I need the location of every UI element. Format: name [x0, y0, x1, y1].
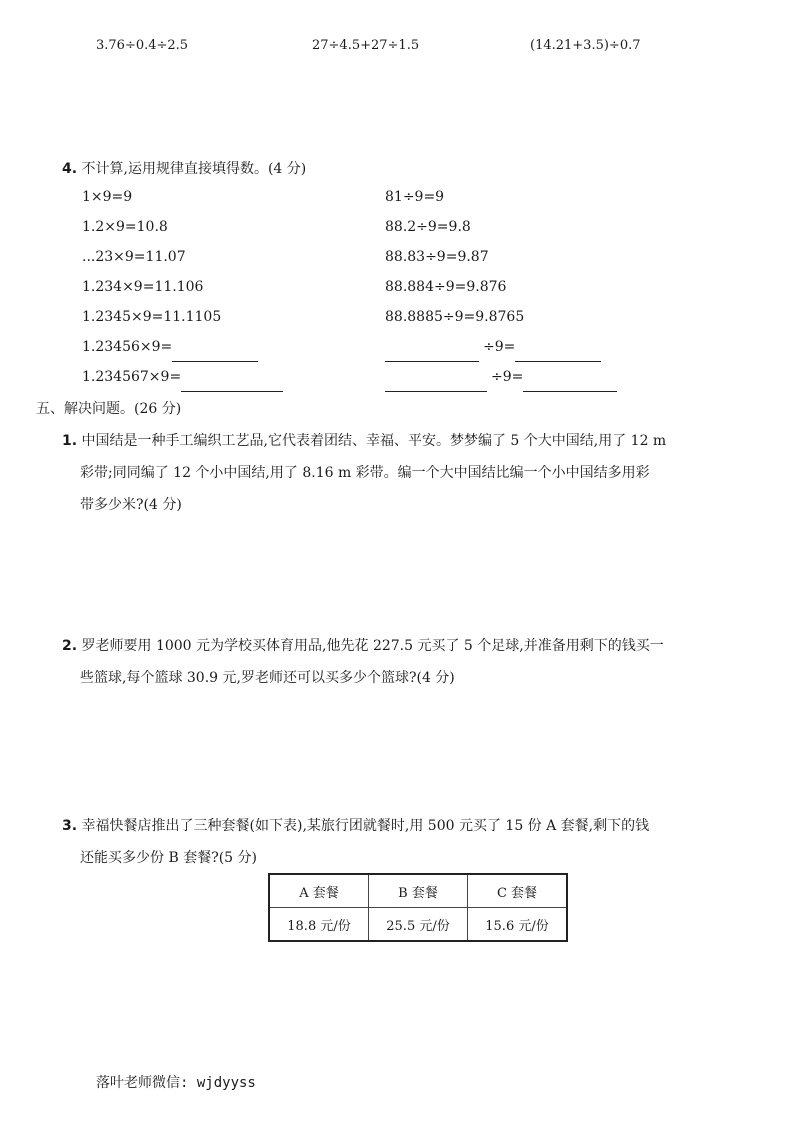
q2	[62, 630, 664, 694]
q2-line: 罗老师要用 1000 元为学校买体育用品,他先花 227.5 元买了 5 个足球,并准备用剩下的钱买一	[81, 638, 664, 654]
q4-left-row	[82, 332, 283, 362]
table-cell: 18.8 元/份	[269, 908, 369, 942]
q4-right-prompt: ÷9=	[491, 369, 524, 385]
q4-right-row: 88.2÷9=9.8	[385, 219, 471, 235]
answer-blank[interactable]	[523, 377, 617, 392]
table-cell: 25.5 元/份	[369, 908, 468, 942]
q4-left-row: 1.2×9=10.8	[82, 219, 168, 235]
q4-right-column	[385, 182, 617, 392]
table-header-row	[269, 874, 567, 908]
q4-left-prompt: 1.23456×9=	[82, 339, 173, 355]
table-cell: 15.6 元/份	[468, 908, 568, 942]
q4-number: 4.	[62, 161, 78, 177]
q4-header	[62, 158, 306, 178]
q1-number: 1.	[62, 433, 78, 449]
answer-blank[interactable]	[515, 347, 601, 362]
footer-watermark: 落叶老师微信: wjdyyss	[96, 1075, 256, 1091]
q3-number: 3.	[62, 818, 78, 834]
answer-blank[interactable]	[385, 377, 487, 392]
q3	[62, 810, 649, 874]
q4-right-row: 88.884÷9=9.876	[385, 279, 507, 295]
meal-price-table	[268, 873, 568, 942]
expression-2: 27÷4.5+27÷1.5	[312, 38, 420, 53]
q4-left-row	[82, 362, 283, 392]
q4-left-prompt: 1.234567×9=	[82, 369, 182, 385]
q1-line: 彩带;同同编了 12 个小中国结,用了 8.16 m 彩带。编一个大中国结比编一个小中国结多用彩	[80, 465, 650, 481]
q4-left-row: 1.234×9=11.106	[82, 279, 204, 295]
table-row	[269, 908, 567, 942]
table-header-cell: B 套餐	[369, 874, 468, 908]
q1	[62, 425, 666, 521]
expression-1: 3.76÷0.4÷2.5	[96, 38, 189, 53]
q4-left-column	[82, 182, 283, 392]
q4-right-row: 81÷9=9	[385, 189, 445, 205]
q4-left-row: 1×9=9	[82, 189, 133, 205]
answer-blank[interactable]	[172, 347, 258, 362]
q4-right-row	[385, 332, 617, 362]
q2-line: 些篮球,每个篮球 30.9 元,罗老师还可以买多少个篮球?(4 分)	[80, 670, 455, 686]
q4-right-row: 88.8885÷9=9.8765	[385, 309, 525, 325]
q1-line: 带多少米?(4 分)	[80, 497, 182, 513]
table-header-cell: C 套餐	[468, 874, 568, 908]
answer-blank[interactable]	[385, 347, 479, 362]
q4-left-row: ...23×9=11.07	[82, 249, 186, 265]
q4-prompt: 不计算,运用规律直接填得数。(4 分)	[81, 161, 307, 177]
answer-blank[interactable]	[181, 377, 283, 392]
q4-right-prompt: ÷9=	[483, 339, 516, 355]
q3-line: 还能买多少份 B 套餐?(5 分)	[80, 850, 257, 866]
section-title: 五、解决问题。(26 分)	[36, 401, 182, 417]
q1-line: 中国结是一种手工编织工艺品,它代表着团结、幸福、平安。梦梦编了 5 个大中国结,用了 12 m	[81, 433, 667, 449]
q3-line: 幸福快餐店推出了三种套餐(如下表),某旅行团就餐时,用 500 元买了 15 份 A 套餐,剩下的钱	[81, 818, 650, 834]
q4-right-row: 88.83÷9=9.87	[385, 249, 489, 265]
expression-3: (14.21+3.5)÷0.7	[530, 38, 641, 53]
q2-number: 2.	[62, 638, 78, 654]
q4-right-row	[385, 362, 617, 392]
q4-left-row: 1.2345×9=11.1105	[82, 309, 222, 325]
table-header-cell: A 套餐	[269, 874, 369, 908]
